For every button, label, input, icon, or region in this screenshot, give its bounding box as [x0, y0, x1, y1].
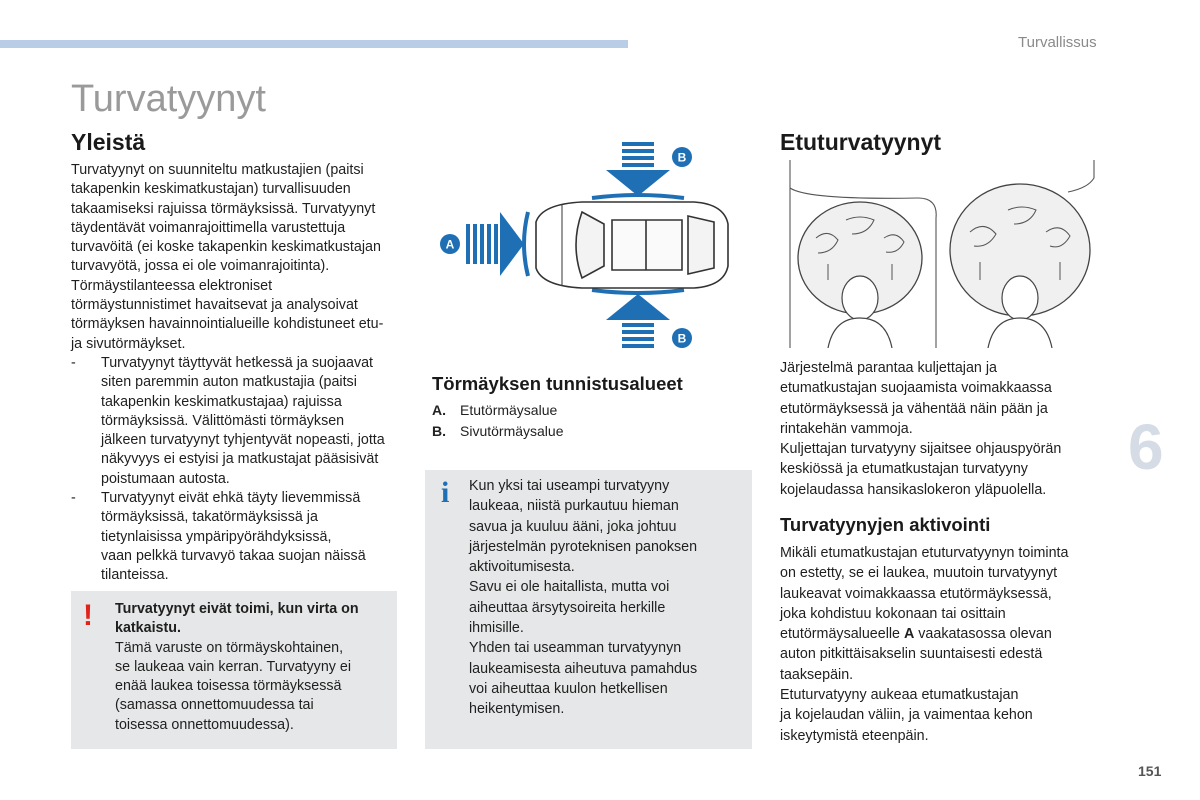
activation-heading: Turvatyynyjen aktivointi — [780, 514, 991, 535]
text-line: ihmisille. — [469, 620, 524, 637]
section-label: Turvallissus — [1018, 34, 1097, 51]
text-segment: etutörmäysalueelle — [780, 626, 904, 643]
bullet-item — [71, 354, 406, 489]
text-line: etumatkustajan suojaamista voimakkaassa — [780, 380, 1052, 397]
text-line: turvavöitä (ei koske takapenkin keskimatkustajan — [71, 239, 381, 256]
zones-legend — [432, 400, 564, 442]
warning-bold-line: Turvatyynyt eivät toimi, kun virta on — [115, 601, 359, 617]
side-impact-arrow-bottom — [606, 294, 670, 348]
zone-a-ref: A — [903, 626, 915, 643]
text-line: laukeamisesta aiheutuva pamahdus — [469, 660, 698, 677]
text-line: laukeavat voimakkaassa etutörmäyksessä, — [780, 585, 1052, 602]
label-a-text: A — [445, 237, 455, 252]
text-line: siten paremmin auton matkustajia (paitsi — [101, 374, 357, 391]
side-zone-bracket-top — [592, 195, 684, 198]
general-text — [71, 161, 406, 586]
text-line: Törmäystilanteessa elektroniset — [71, 277, 273, 294]
text-line-with-bold — [780, 624, 1100, 644]
text-line: aiheuttaa ärsytysoireita herkille — [469, 599, 666, 616]
page-title: Turvatyynyt — [71, 78, 266, 120]
text-line: jälkeen turvatyynyt tyhjentyvät nopeasti, jotta — [101, 432, 385, 449]
general-heading: Yleistä — [71, 129, 146, 155]
text-line: törmäyksissä, takatörmäyksissä ja — [101, 509, 318, 526]
zone-label-b-top — [672, 147, 692, 167]
text-line: rintakehän vammoja. — [780, 420, 913, 437]
text-line: Yhden tai useamman turvatyynyn — [469, 640, 682, 657]
text-line: poistumaan autosta. — [101, 470, 230, 487]
text-line: törmäyksissä. Välittömästi törmäyksen — [101, 412, 345, 429]
front-heading: Etuturvatyynyt — [780, 129, 942, 155]
text-line: taaksepäin. — [780, 666, 854, 683]
legend-key: A. — [432, 402, 446, 418]
bullet-dash: - — [71, 354, 76, 371]
text-line: etutörmäyksessä ja vähentää näin pään ja — [780, 400, 1048, 417]
text-line: enää laukea toisessa törmäyksessä — [115, 678, 342, 695]
text-line: (samassa onnettomuudessa tai — [115, 697, 314, 714]
side-impact-arrow-top — [606, 142, 670, 196]
text-line: se laukeaa vain kerran. Turvatyyny ei — [115, 658, 352, 675]
text-line: ja kojelaudan väliin, ja vaimentaa kehon — [780, 707, 1033, 724]
text-line: takapenkin keskimatkustajan) turvallisuuden — [71, 181, 351, 198]
text-line: kojelaudassa hansikaslokeron yläpuolella. — [780, 481, 1047, 498]
text-line: täydentävät voimanrajoittimella varustettuja — [71, 219, 346, 236]
front-text — [780, 358, 1100, 500]
text-line: Järjestelmä parantaa kuljettajan ja — [780, 360, 997, 376]
crash-zones-diagram — [432, 138, 752, 353]
front-impact-arrow — [466, 212, 524, 276]
text-line: tietynlaisissa ympäripyörähdyksissä, — [101, 528, 332, 545]
dashboard-line-right — [1068, 160, 1094, 192]
header-accent-bar — [0, 40, 628, 48]
text-line: takapenkin keskimatkustajaa) rajuissa — [101, 393, 342, 410]
text-line: törmäystunnistimet havaitsevat ja analysoivat — [71, 297, 358, 314]
warning-box — [71, 591, 397, 749]
legend-key: B. — [432, 423, 446, 439]
label-b-text: B — [677, 150, 687, 165]
front-zone-bracket — [524, 212, 528, 276]
zone-label-a — [440, 234, 460, 254]
text-line: Kun yksi tai useampi turvatyyny — [469, 478, 670, 494]
text-line: toisessa onnettomuudessa). — [115, 716, 294, 733]
text-line: auton pitkittäisakselin suuntaisesti edestä — [780, 646, 1043, 663]
car-top-view — [536, 202, 728, 288]
text-line: iskeytymistä eteenpäin. — [780, 727, 929, 744]
text-line: Etuturvatyyny aukeaa etumatkustajan — [780, 687, 1019, 704]
bullet-item — [71, 489, 406, 585]
info-box — [425, 470, 752, 749]
warning-bold-line: katkaistu. — [115, 620, 181, 637]
text-segment: vaakatasossa olevan — [914, 626, 1052, 643]
label-b-text: B — [677, 331, 687, 346]
text-line: Turvatyynyt eivät ehkä täyty lievemmissä — [101, 490, 361, 507]
text-line: joka kohdistuu kokonaan tai osittain — [780, 605, 1006, 622]
text-line: laukeaa, niistä purkautuu hieman — [469, 498, 679, 515]
text-line: heikentymisen. — [469, 701, 565, 718]
front-airbags-illustration — [788, 158, 1096, 348]
info-icon: i — [441, 476, 450, 509]
warning-text — [115, 600, 390, 735]
text-line: savua ja kuuluu ääni, joka johtuu — [469, 518, 677, 535]
driver-airbag — [798, 202, 922, 348]
text-line: tilanteissa. — [101, 567, 169, 584]
text-line: Mikäli etumatkustajan etuturvatyynyn toiminta — [780, 545, 1069, 561]
text-line: Kuljettajan turvatyyny sijaitsee ohjauspyörän — [780, 441, 1062, 458]
legend-item — [432, 421, 564, 442]
bullet-dash: - — [71, 490, 76, 507]
text-line: Savu ei ole haitallista, mutta voi — [469, 579, 670, 596]
zone-label-b-bottom — [672, 328, 692, 348]
text-line: järjestelmän pyroteknisen panoksen — [469, 538, 698, 555]
legend-text: Sivutörmäysalue — [460, 423, 564, 439]
text-line: turvavyötä, jossa ei ole voimanrajoitinta). — [71, 258, 330, 275]
activation-text — [780, 543, 1100, 746]
text-line: aktivoitumisesta. — [469, 559, 575, 576]
chapter-number: 6 — [1128, 411, 1164, 483]
text-line: törmäyksen havainnointialueille kohdistuneet etu- — [71, 316, 384, 333]
page-number: 151 — [1138, 763, 1162, 779]
text-line: takaamiseksi rajuissa törmäyksissä. Turvatyynyt — [71, 200, 376, 217]
zones-heading: Törmäyksen tunnistusalueet — [432, 373, 683, 394]
text-line: ja sivutörmäykset. — [71, 335, 186, 352]
legend-text: Etutörmäysalue — [460, 402, 558, 418]
text-line: keskiössä ja etumatkustajan turvatyyny — [780, 461, 1028, 478]
text-line: vaan pelkkä turvavyö takaa suojan näissä — [101, 547, 366, 564]
text-line: on estetty, se ei laukea, muutoin turvatyynyt — [780, 565, 1058, 582]
text-line: Tämä varuste on törmäyskohtainen, — [115, 639, 344, 656]
exclamation-icon: ! — [83, 599, 93, 632]
side-zone-bracket-bottom — [592, 290, 684, 293]
text-line: voi aiheuttaa kuulon hetkellisen — [469, 680, 668, 697]
passenger-airbag — [950, 184, 1090, 348]
text-line: Turvatyynyt täyttyvät hetkessä ja suojaavat — [101, 354, 374, 371]
text-line: näkyvyys ei estyisi ja matkustajat pääsisivät — [101, 451, 379, 468]
info-text — [469, 476, 744, 720]
text-line: Turvatyynyt on suunniteltu matkustajien (paitsi — [71, 162, 364, 178]
legend-item — [432, 400, 564, 421]
